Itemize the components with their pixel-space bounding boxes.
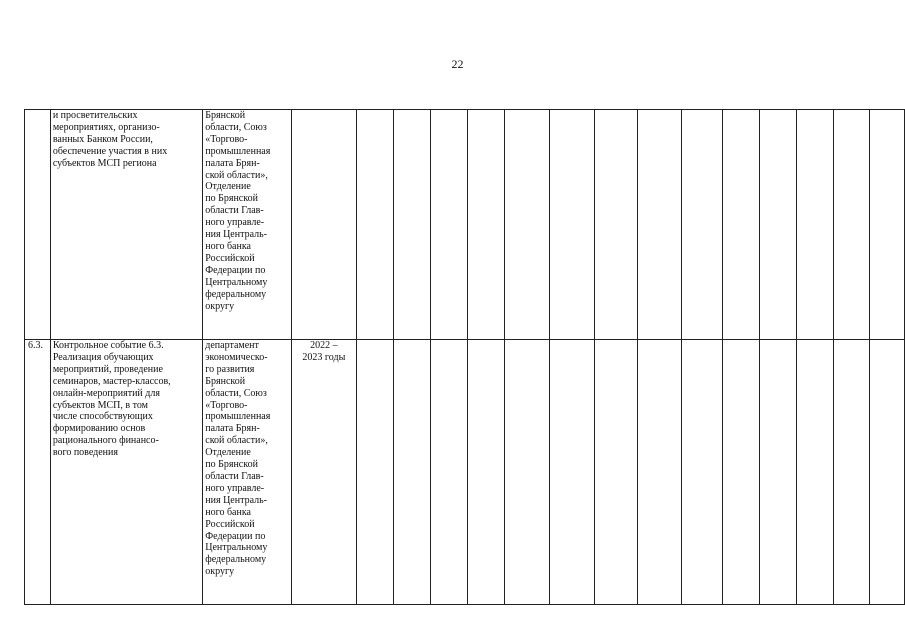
row-number-cell: 6.3. — [25, 340, 51, 605]
empty-cell — [393, 110, 430, 340]
empty-cell — [357, 340, 394, 605]
empty-cell — [594, 110, 638, 340]
empty-cell — [681, 340, 722, 605]
page-number: 22 — [451, 57, 464, 71]
empty-cell — [550, 110, 595, 340]
empty-cell — [594, 340, 638, 605]
empty-cell — [681, 110, 722, 340]
empty-cell — [504, 340, 550, 605]
empty-cell — [760, 340, 797, 605]
table-row — [25, 340, 905, 605]
empty-cell — [797, 110, 834, 340]
empty-cell — [550, 340, 595, 605]
empty-cell — [869, 340, 904, 605]
empty-cell — [467, 110, 504, 340]
empty-cell — [467, 340, 504, 605]
empty-cell — [638, 110, 682, 340]
empty-cell — [638, 340, 682, 605]
period-cell — [291, 110, 357, 340]
empty-cell — [430, 110, 467, 340]
event-description-cell: и просветительских мероприятиях, организо- ванных Банком России, обеспечение участия в них субъектов МСП региона — [50, 110, 202, 340]
empty-cell — [357, 110, 394, 340]
empty-cell — [393, 340, 430, 605]
executor-cell: Брянской области, Союз «Торгово- промышленная палата Брян- ской области», Отделение по Брянской области Глав- ного управле- ния Централь- ного банка Российской Федерации по Центральному федеральному округу — [203, 110, 291, 340]
executor-cell: департамент экономическо- го развития Брянской области, Союз «Торгово- промышленная палата Брян- ской области», Отделение по Брянской области Глав- ного управле- ния Централь- ного банка Российской Федерации по Центральному федеральному округу — [203, 340, 291, 605]
table-row — [25, 110, 905, 340]
empty-cell — [722, 340, 760, 605]
plan-table — [24, 109, 905, 605]
empty-cell — [760, 110, 797, 340]
empty-cell — [430, 340, 467, 605]
period-cell: 2022 – 2023 годы — [291, 340, 357, 605]
empty-cell — [834, 340, 870, 605]
row-number-cell — [25, 110, 51, 340]
empty-cell — [504, 110, 550, 340]
empty-cell — [834, 110, 870, 340]
empty-cell — [797, 340, 834, 605]
empty-cell — [722, 110, 760, 340]
event-description-cell: Контрольное событие 6.3. Реализация обучающих мероприятий, проведение семинаров, мастер-классов, онлайн-мероприятий для субъектов МСП, в том числе способствующих формированию основ рационального финансо- вого поведения — [50, 340, 202, 605]
empty-cell — [869, 110, 904, 340]
